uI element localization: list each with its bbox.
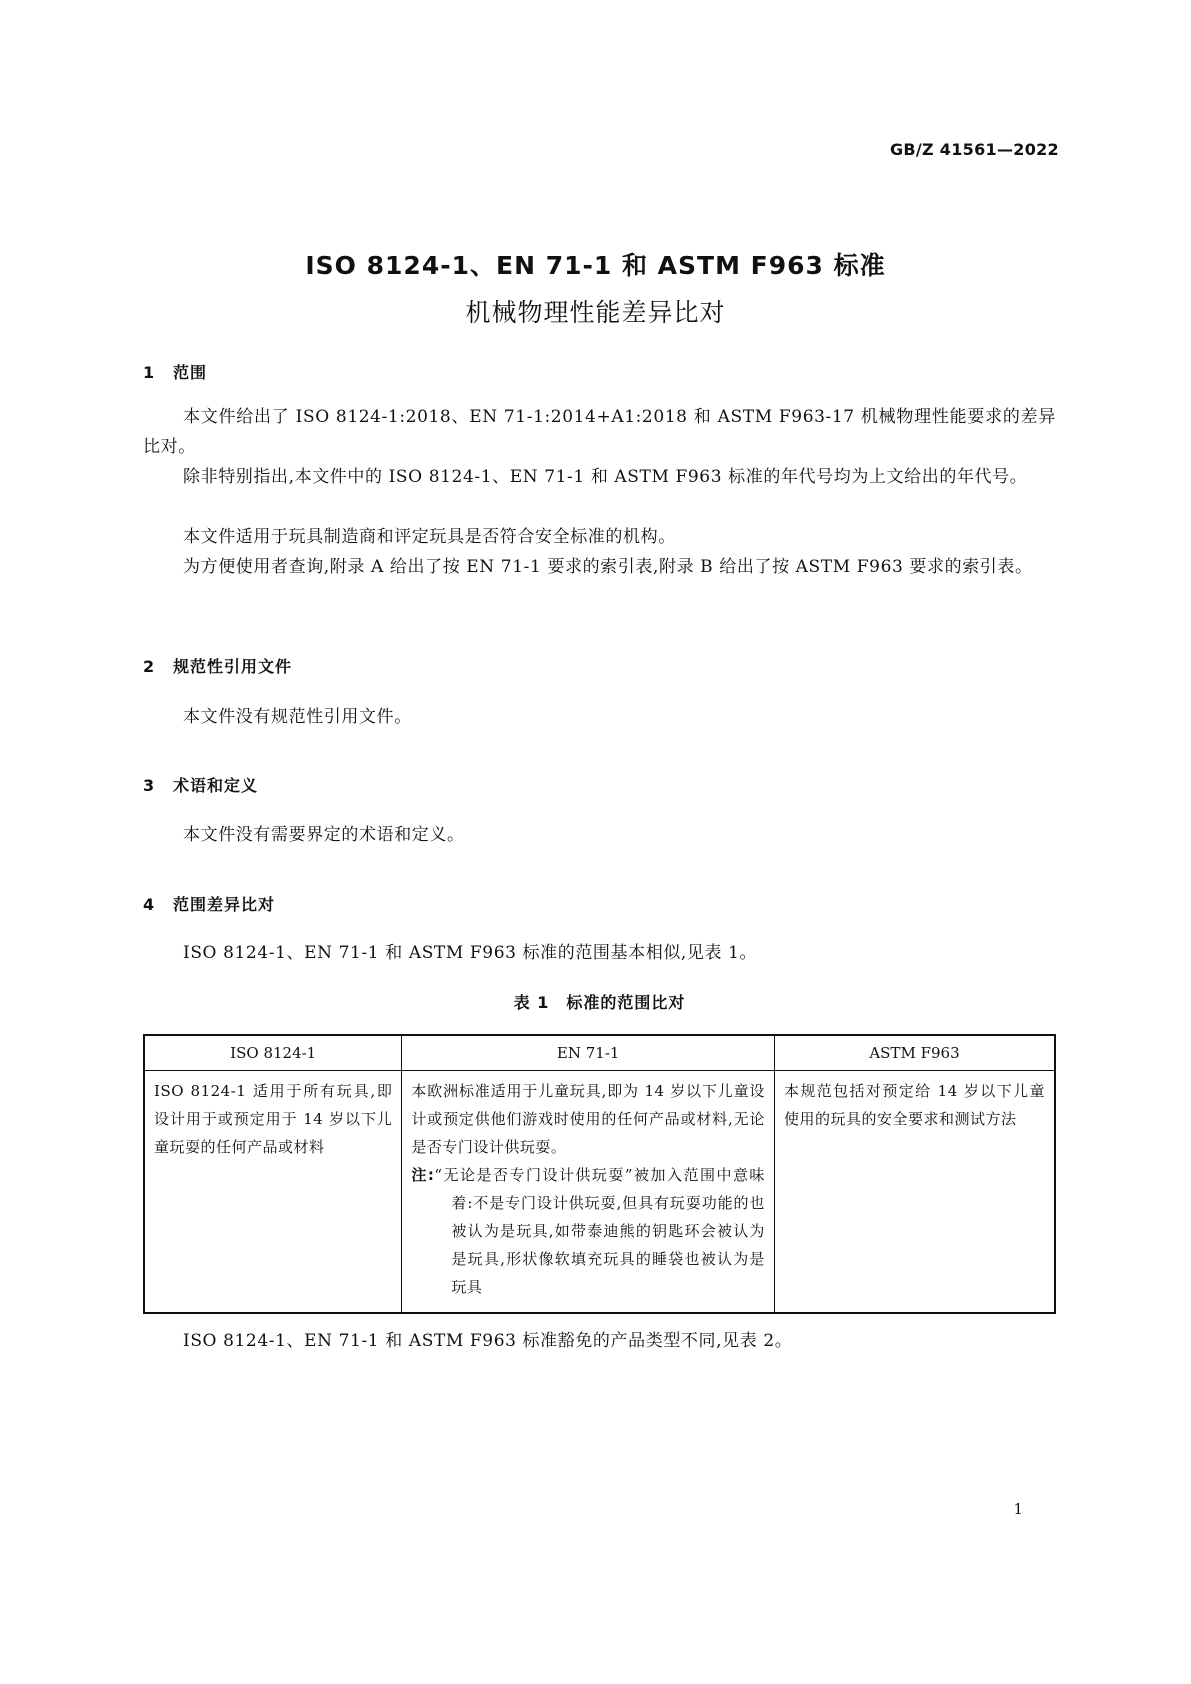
title-line-1: ISO 8124-1、EN 71-1 和 ASTM F963 标准 [305, 251, 886, 280]
section-title: 范围差异比对 [173, 895, 276, 914]
note-text: “无论是否专门设计供玩耍”被加入范围中意味着:不是专门设计供玩耍,但具有玩耍功能的也被认为是玩具,如带泰迪熊的钥匙环会被认为是玩具,形状像软填充玩具的睡袋也被认为是玩具 [434, 1166, 765, 1296]
cell-text: 本欧洲标准适用于儿童玩具,即为 14 岁以下儿童设计或预定供他们游戏时使用的任何产品或材料,无论是否专门设计供玩耍。 [411, 1082, 765, 1156]
paragraph: 本文件没有规范性引用文件。 [183, 707, 412, 727]
document-code: GB/Z 41561—2022 [889, 140, 1059, 159]
document-title [0, 242, 1191, 336]
paragraph: ISO 8124-1、EN 71-1 和 ASTM F963 标准的范围基本相似,见表 1。 [183, 943, 758, 963]
table-caption: 表 1 标准的范围比对 [513, 993, 686, 1012]
section-heading-normative-references [143, 654, 292, 677]
page-number: 1 [1013, 1500, 1023, 1518]
section-heading-scope [143, 360, 207, 383]
section-number: 3 [143, 776, 156, 795]
table-header-row [144, 1035, 1055, 1071]
section-title: 术语和定义 [173, 776, 259, 795]
paragraph: 除非特别指出,本文件中的 ISO 8124-1、EN 71-1 和 ASTM F963 标准的年代号均为上文给出的年代号。 [183, 467, 1028, 487]
paragraph: 本文件适用于玩具制造商和评定玩具是否符合安全标准的机构。 [183, 527, 676, 547]
column-header: ASTM F963 [774, 1035, 1055, 1071]
section-heading-scope-comparison [143, 892, 275, 915]
table-cell [402, 1071, 775, 1314]
table-cell: ISO 8124-1 适用于所有玩具,即设计用于或预定用于 14 岁以下儿童玩耍的任何产品或材料 [144, 1071, 402, 1314]
paragraph: 本文件给出了 ISO 8124-1:2018、EN 71-1:2014+A1:2018 和 ASTM F963-17 机械物理性能要求的差异比对。 [143, 407, 1056, 457]
table-note [411, 1161, 765, 1301]
table-row [144, 1071, 1055, 1314]
section-number: 2 [143, 657, 156, 676]
column-header: EN 71-1 [402, 1035, 775, 1071]
title-line-2: 机械物理性能差异比对 [465, 298, 726, 327]
section-heading-terms [143, 773, 258, 796]
scope-comparison-table [143, 1034, 1056, 1314]
paragraph: ISO 8124-1、EN 71-1 和 ASTM F963 标准豁免的产品类型不同,见表 2。 [183, 1331, 793, 1351]
section-number: 4 [143, 895, 156, 914]
paragraph: 本文件没有需要界定的术语和定义。 [183, 825, 465, 845]
note-label: 注: [411, 1166, 435, 1184]
section-title: 范围 [173, 363, 208, 382]
paragraph: 为方便使用者查询,附录 A 给出了按 EN 71-1 要求的索引表,附录 B 给出了按 ASTM F963 要求的索引表。 [183, 557, 1033, 577]
column-header: ISO 8124-1 [144, 1035, 402, 1071]
section-number: 1 [143, 363, 156, 382]
section-title: 规范性引用文件 [173, 657, 293, 676]
table-cell: 本规范包括对预定给 14 岁以下儿童使用的玩具的安全要求和测试方法 [774, 1071, 1055, 1314]
